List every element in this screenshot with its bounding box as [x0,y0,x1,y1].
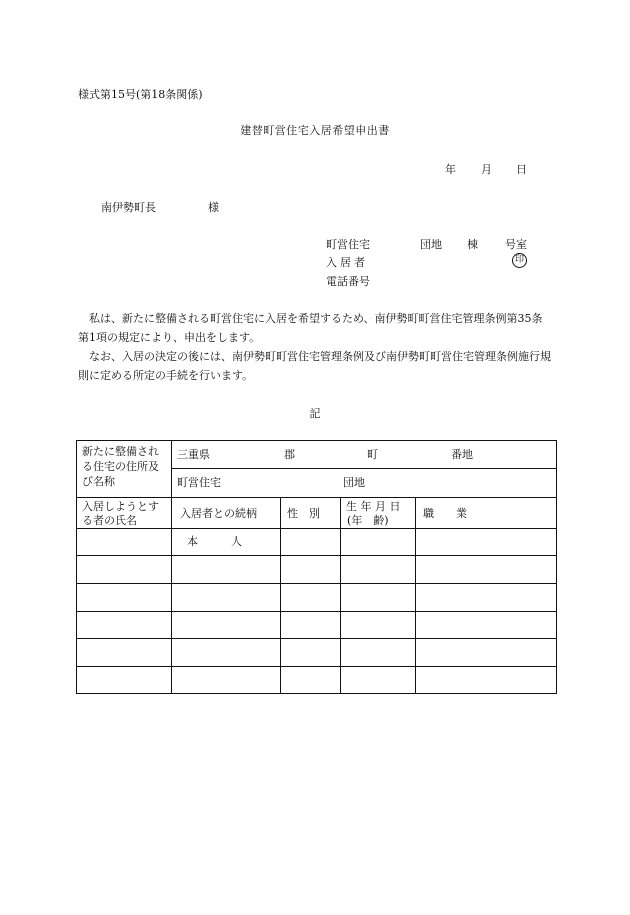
table-rule [415,497,416,694]
address-housing-label: 町営住宅 [177,476,221,489]
date-year-label: 年 [445,163,456,176]
address-gun-label: 郡 [284,448,295,461]
address-prefecture: 三重県 [177,448,210,461]
addressee-honorific: 様 [208,201,219,214]
table-rule [77,611,557,612]
address-danchi-label: 団地 [343,476,365,489]
relation-self-label: 本 人 [187,535,242,548]
table-rule [77,555,557,556]
table-rule [280,497,281,694]
name-header-line-1: 入居しようとす [82,500,159,513]
address-cho-label: 町 [367,448,378,461]
applicant-housing-label: 町営住宅 [326,238,370,251]
table-rule [77,638,557,639]
table-rule [340,497,341,694]
table-rule [77,583,557,584]
table-rule [171,468,557,469]
form-number: 様式第15号(第18条関係) [78,88,203,101]
relation-header: 入居者との続柄 [180,507,257,520]
job-header: 職 業 [423,507,467,520]
table-rule [171,441,172,694]
ki-heading: 記 [309,407,321,420]
sex-header: 性 別 [287,507,320,520]
table-rule [77,497,557,498]
address-header-line-2: る住宅の住所及 [82,460,159,473]
applicant-room-label: 号室 [505,238,527,251]
table-rule [77,528,557,529]
table-rule [77,666,557,667]
seal-icon: 印 [512,253,527,268]
address-banchi-label: 番地 [451,448,473,461]
birth-header-line-2: (年 齢) [347,514,389,527]
application-table [76,440,557,694]
date-day-label: 日 [516,163,527,176]
applicant-resident-label: 入居者 [326,256,368,269]
applicant-building-label: 棟 [467,238,478,251]
declaration-text [78,309,552,385]
address-header-line-1: 新たに整備され [82,445,159,458]
applicant-phone-label: 電話番号 [326,275,370,288]
declaration-paragraph-1: 私は、新たに整備される町営住宅に入居を希望するため、南伊勢町町営住宅管理条例第35条第1項の規定により、申出をします。 [78,312,543,344]
name-header-line-2: る者の氏名 [82,514,137,527]
addressee-name: 南伊勢町長 [101,201,156,214]
address-header-line-3: び名称 [82,475,115,488]
document-title: 建替町営住宅入居希望申出書 [240,124,390,137]
declaration-paragraph-2: なお、入居の決定の後には、南伊勢町町営住宅管理条例及び南伊勢町町営住宅管理条例施行規則に定める所定の手続を行います。 [78,350,551,382]
applicant-danchi-label: 団地 [420,238,442,251]
birth-header-line-1: 生 年 月 日 [346,500,401,513]
date-month-label: 月 [481,163,492,176]
